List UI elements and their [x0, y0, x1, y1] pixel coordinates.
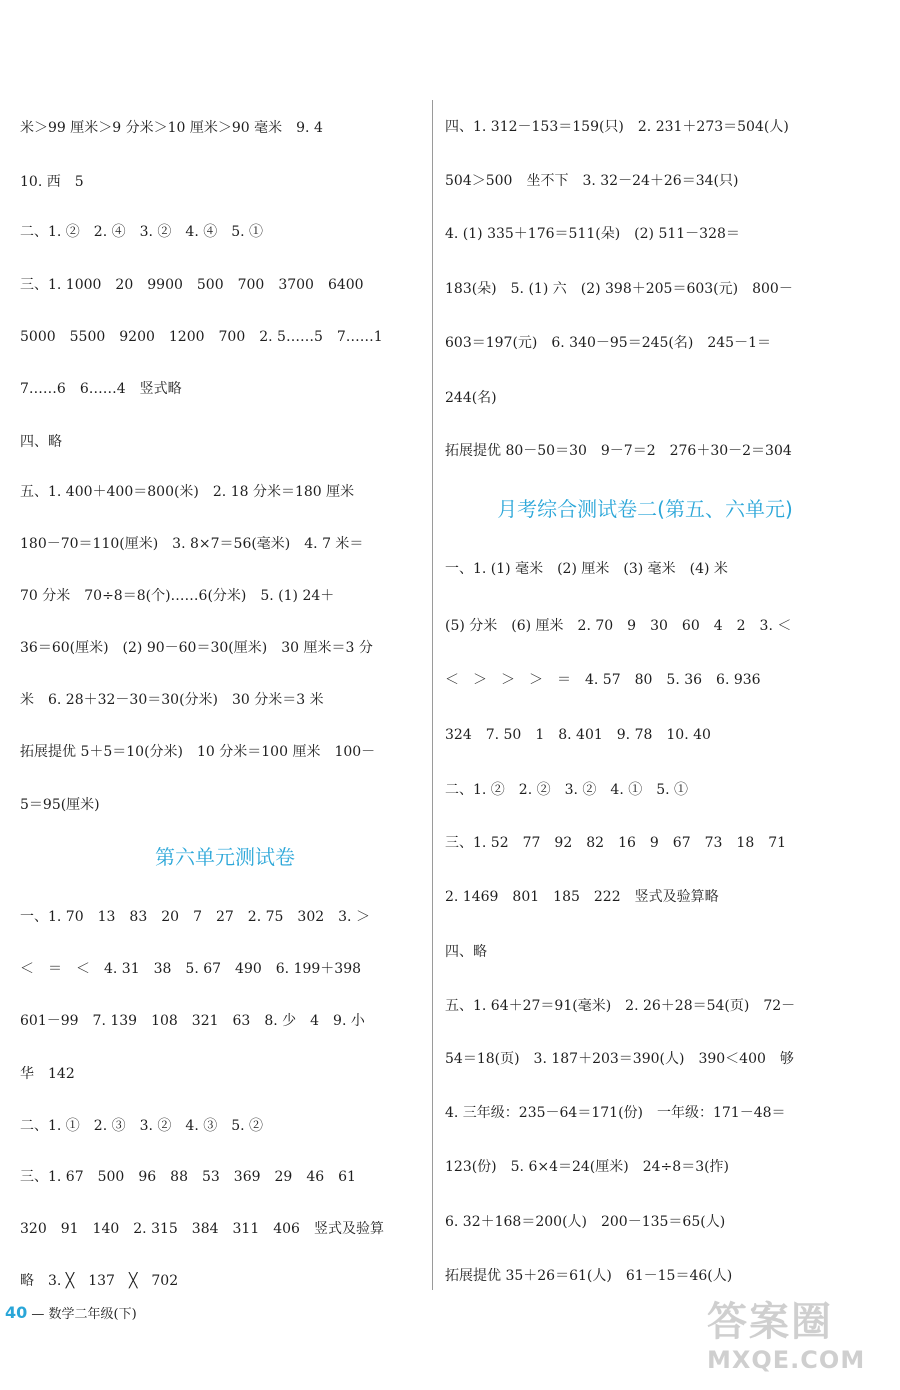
answer-line: 2. 1469 801 185 222 竖式及验算略 — [445, 889, 719, 905]
answer-line: 603＝197(元) 6. 340－95＝245(名) 245－1＝ — [445, 335, 771, 351]
footer-dash: — — [31, 1307, 45, 1322]
answer-line: 五、1. 400＋400＝800(米) 2. 18 分米＝180 厘米 — [20, 484, 355, 500]
answer-line: 四、略 — [445, 944, 487, 960]
answer-line: 五、1. 64＋27＝91(毫米) 2. 26＋28＝54(页) 72－ — [445, 998, 796, 1014]
answer-line: 5000 5500 9200 1200 700 2. 5……5 7……1 — [20, 329, 383, 345]
watermark-logo — [707, 1298, 882, 1383]
answer-line: 米＞99 厘米＞9 分米＞10 厘米＞90 毫米 9. 4 — [20, 120, 323, 136]
page-number: 40 — [5, 1303, 28, 1322]
answer-line: 四、略 — [20, 434, 62, 450]
answer-line: 7……6 6……4 竖式略 — [20, 381, 182, 397]
section-title: 月考综合测试卷二(第五、六单元) — [497, 497, 793, 521]
watermark-text: 答案圈 — [707, 1299, 833, 1345]
answer-line: 601－99 7. 139 108 321 63 8. 少 4 9. 小 — [20, 1013, 365, 1029]
answer-line: 二、1. ② 2. ② 3. ② 4. ① 5. ① — [445, 782, 689, 798]
answer-line: 三、1. 67 500 96 88 53 369 29 46 61 — [20, 1169, 356, 1185]
answer-line: 四、1. 312－153＝159(只) 2. 231＋273＝504(人) — [445, 119, 789, 135]
answer-line: 183(朵) 5. (1) 六 (2) 398＋205＝603(元) 800－ — [445, 281, 793, 297]
answer-line: 米 6. 28＋32－30＝30(分米) 30 分米＝3 米 — [20, 692, 324, 708]
answer-line: (5) 分米 (6) 厘米 2. 70 9 30 60 4 2 3. ＜ — [445, 618, 792, 634]
watermark-url: MXQE.COM — [707, 1346, 866, 1374]
answer-line: 6. 32＋168＝200(人) 200－135＝65(人) — [445, 1214, 726, 1230]
answer-line: 320 91 140 2. 315 384 311 406 竖式及验算 — [20, 1221, 384, 1237]
page-footer — [5, 1303, 137, 1322]
answer-line: ＜ ＝ ＜ 4. 31 38 5. 67 490 6. 199＋398 — [20, 961, 362, 977]
answer-line: 123(份) 5. 6×4＝24(厘米) 24÷8＝3(拃) — [445, 1159, 730, 1175]
answer-line: 5＝95(厘米) — [20, 797, 100, 813]
left-column — [20, 0, 430, 1300]
answer-line: 10. 西 5 — [20, 174, 84, 190]
answer-line: 4. 三年级：235－64＝171(份) 一年级：171－48＝ — [445, 1105, 786, 1121]
answer-line: 略 3. ╳ 137 ╳ 702 — [20, 1273, 179, 1289]
answer-line: 一、1. 70 13 83 20 7 27 2. 75 302 3. ＞ — [20, 909, 370, 925]
answer-line: 36＝60(厘米) (2) 90－60＝30(厘米) 30 厘米＝3 分 — [20, 640, 373, 656]
answer-line: 华 142 — [20, 1066, 75, 1082]
right-column — [445, 0, 845, 1300]
answer-line: ＜ ＞ ＞ ＞ ＝ 4. 57 80 5. 36 6. 936 — [445, 672, 761, 688]
answer-line: 二、1. ① 2. ③ 3. ② 4. ③ 5. ② — [20, 1118, 264, 1134]
answer-line: 180－70＝110(厘米) 3. 8×7＝56(毫米) 4. 7 米＝ — [20, 536, 364, 552]
answer-line: 拓展提优 5＋5＝10(分米) 10 分米＝100 厘米 100－ — [20, 744, 376, 760]
answer-line: 244(名) — [445, 390, 497, 406]
answer-line: 一、1. (1) 毫米 (2) 厘米 (3) 毫米 (4) 米 — [445, 561, 728, 577]
answer-line: 三、1. 52 77 92 82 16 9 67 73 18 71 — [445, 835, 787, 851]
column-divider — [432, 100, 433, 1290]
section-title: 第六单元测试卷 — [155, 845, 295, 869]
answer-line: 二、1. ② 2. ④ 3. ② 4. ④ 5. ① — [20, 224, 264, 240]
answer-line: 504＞500 坐不下 3. 32－24＋26＝34(只) — [445, 173, 739, 189]
answer-line: 4. (1) 335＋176＝511(朵) (2) 511－328＝ — [445, 226, 740, 242]
answer-line: 拓展提优 35＋26＝61(人) 61－15＝46(人) — [445, 1268, 733, 1284]
answer-line: 324 7. 50 1 8. 401 9. 78 10. 40 — [445, 727, 711, 743]
answer-line: 三、1. 1000 20 9900 500 700 3700 6400 — [20, 277, 364, 293]
answer-line: 70 分米 70÷8＝8(个)……6(分米) 5. (1) 24＋ — [20, 588, 335, 604]
answer-line: 拓展提优 80－50＝30 9－7＝2 276＋30－2＝304 — [445, 443, 792, 459]
answer-line: 54＝18(页) 3. 187＋203＝390(人) 390＜400 够 — [445, 1051, 794, 1067]
book-title: 数学二年级(下) — [48, 1307, 137, 1322]
